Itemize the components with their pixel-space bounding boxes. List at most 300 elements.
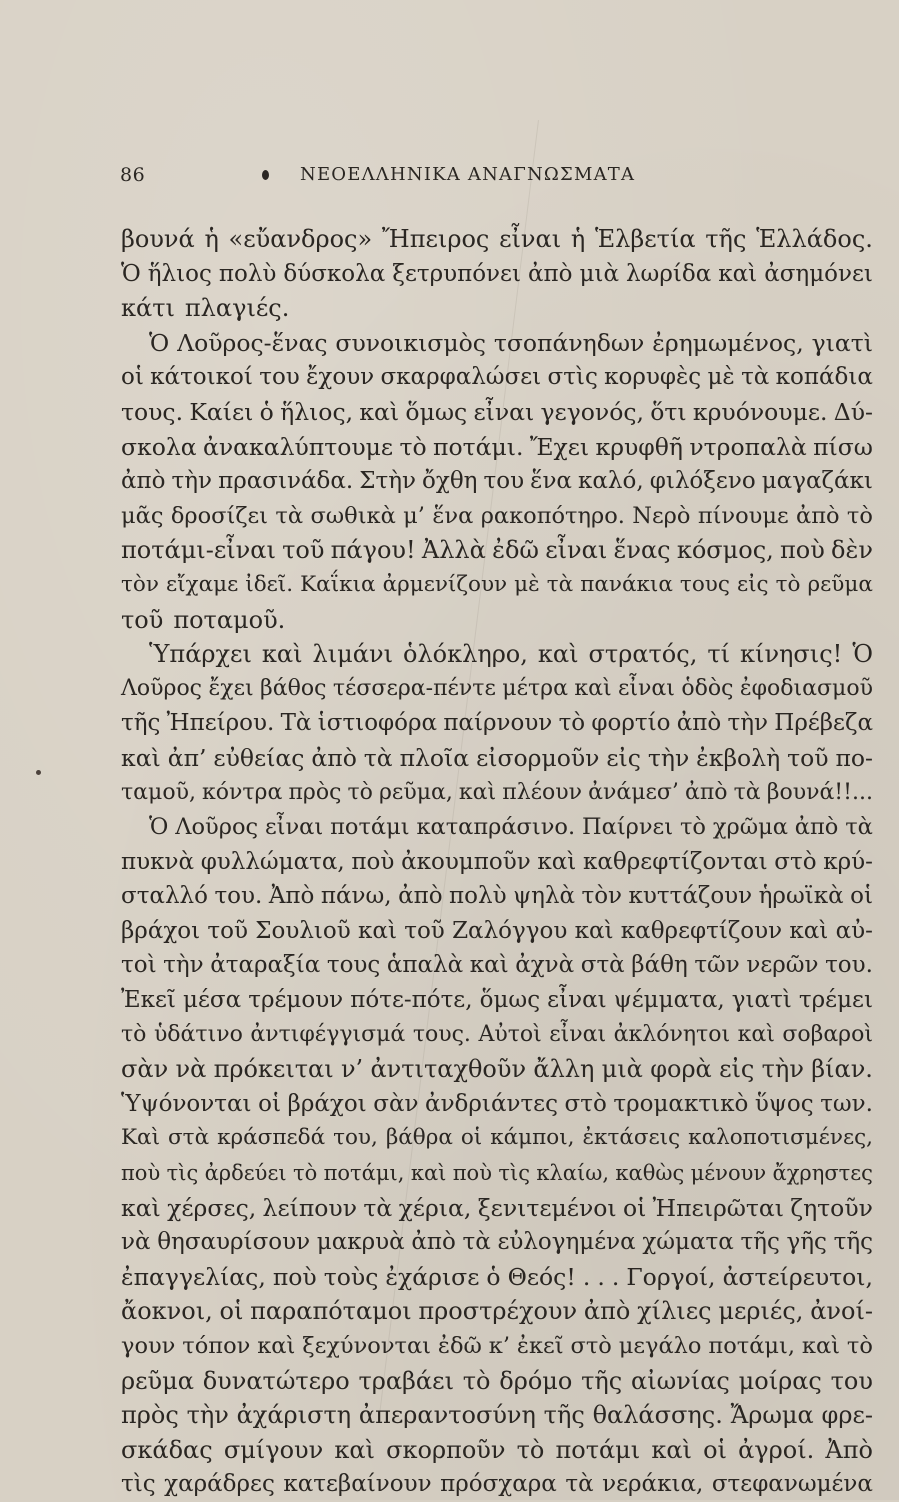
word: στὰ: [168, 1125, 210, 1151]
word: ἥλιος,: [280, 397, 354, 426]
word: ἄχρηστες: [772, 1161, 873, 1186]
word: ἀπὸ: [676, 710, 722, 737]
word: οἱ: [121, 364, 144, 391]
word: γιατὶ: [731, 987, 792, 1014]
word: Ὑπάρχει: [149, 640, 252, 669]
word: τοῦ: [121, 605, 164, 634]
word: καθρεφτίζουν: [620, 917, 783, 944]
word: Ἑλλάδος.: [756, 225, 873, 253]
word: Ἑλβετία: [594, 225, 696, 253]
word: ἀντιφέγγισμά: [250, 1021, 406, 1047]
word: νεράκια,: [602, 1471, 704, 1498]
word: κυττάζουν: [628, 883, 753, 910]
word: ἕνα: [530, 468, 572, 495]
text-line: [121, 914, 873, 949]
word: Ἤπειρος: [381, 225, 490, 253]
word: ἀχνὰ: [515, 952, 575, 979]
word: πολὺ: [218, 260, 277, 287]
word: Ἀπὸ: [825, 1435, 873, 1464]
word: τους.: [121, 397, 184, 426]
word: ἀνδριάντες: [425, 1090, 558, 1117]
word: τοῦ: [207, 917, 248, 944]
word: Παίρνει: [582, 814, 674, 841]
word: χέρσες,: [167, 1193, 257, 1222]
word: τὴν: [647, 743, 690, 772]
word: τσοπάνηδων: [493, 328, 645, 357]
word: κρυόνουμε.: [692, 397, 828, 426]
word: τὰ: [462, 1229, 491, 1256]
word: προστρέχουν: [418, 1297, 578, 1326]
word: πάνω,: [320, 883, 392, 910]
word: τῆς: [121, 710, 161, 737]
word: φιλόξενο: [649, 468, 756, 495]
word: Ζαλόγγου: [452, 917, 568, 944]
word: σωθικὰ: [310, 502, 396, 529]
word: στὸ: [564, 1090, 607, 1117]
word: ἐχάρισε: [385, 1262, 480, 1291]
word: του: [483, 468, 525, 495]
word: ρεῦμα: [121, 1366, 194, 1395]
word: καὶ: [574, 675, 612, 701]
word: του.: [825, 952, 873, 979]
word: μᾶς: [121, 502, 164, 529]
word: .: [582, 1262, 591, 1291]
word: ὁ: [486, 1262, 501, 1291]
word: Ἄρωμα: [730, 1401, 814, 1430]
word: καταπράσινο.: [416, 814, 576, 841]
word: πρόσχαρα: [440, 1471, 557, 1498]
word: τοῦ: [787, 743, 829, 772]
word: ἰδεῖ.: [245, 571, 294, 597]
word: μακρυὰ: [316, 1229, 405, 1256]
word: του,: [333, 1125, 378, 1151]
word: συνοικισμὸς: [335, 328, 486, 357]
text-line: [121, 948, 873, 983]
word: ὁ: [259, 397, 274, 426]
word: Λοῦρος: [175, 814, 259, 841]
word: θησαυρίσουν: [157, 1229, 311, 1256]
word: νὰ: [175, 1055, 207, 1084]
word: ἀκλόνητοι: [613, 1021, 731, 1047]
word: εἰσορμοῦν: [476, 743, 600, 772]
word: βουνά: [121, 225, 195, 253]
word: οἱ: [258, 1090, 281, 1117]
word: ἔχουν: [306, 364, 375, 391]
word: Πρέβεζα: [774, 710, 873, 737]
word: πίσω: [813, 432, 873, 461]
text-line: [121, 706, 873, 741]
word: Ὑψόνονται: [121, 1090, 252, 1117]
word: ἀστείρευτοι,: [722, 1262, 873, 1291]
word: παίρνουν: [443, 710, 553, 737]
word: .: [611, 1262, 620, 1291]
word: ψηλὰ: [513, 883, 575, 910]
text-line: [121, 1191, 873, 1226]
word: εἰς: [606, 743, 641, 772]
word: ἀντιταχθοῦν: [370, 1055, 527, 1084]
word: ἀπὸ: [684, 779, 728, 805]
word: γουν: [121, 1333, 176, 1359]
word: τὶς: [498, 1161, 530, 1186]
word: λωρίδα: [625, 260, 712, 287]
word: ποὺ: [779, 536, 825, 565]
word: τῶν: [694, 952, 740, 979]
word: ἡ: [204, 225, 219, 253]
word: κόσμος,: [676, 536, 774, 565]
word: θαλάσσης.: [592, 1401, 723, 1430]
word: Ἔχει: [529, 432, 590, 461]
text-line: [121, 810, 873, 845]
word: αὐ-: [835, 917, 873, 944]
word: βουνά!!...: [766, 779, 873, 805]
word: ποὺ: [452, 1161, 492, 1186]
word: πρόκειται: [213, 1055, 334, 1084]
word: σκαρφαλώσει: [380, 364, 542, 391]
word: μέτρα: [502, 675, 568, 701]
word: καὶ: [121, 1193, 161, 1222]
word: ποτάμι: [555, 1435, 641, 1464]
word: καὶ: [358, 917, 397, 944]
word: βίαν.: [811, 1055, 873, 1084]
word: ξενιτεμένοι: [477, 1193, 617, 1222]
word: ἕνας: [613, 536, 671, 565]
running-title: ΝΕΟΕΛΛΗΝΙΚΑ ΑΝΑΓΝΩΣΜΑΤΑ: [300, 164, 636, 185]
text-line: [121, 1398, 873, 1433]
word: γῆς: [786, 1229, 827, 1256]
word: ἐκβολὴ: [696, 743, 781, 772]
text-line: [121, 1329, 873, 1364]
text-line: [121, 1294, 873, 1329]
word: παραπόταμοι: [250, 1297, 412, 1326]
word: καὶ: [537, 640, 579, 669]
word: μεριές,: [718, 1297, 804, 1326]
word: στεφανωμένα: [711, 1471, 873, 1498]
word: Γοργοί,: [626, 1262, 716, 1291]
word: λιμάνι: [312, 640, 393, 669]
word: Αὐτοὶ: [478, 1021, 542, 1047]
word: ἔχει: [208, 675, 254, 701]
text-line: [121, 326, 873, 361]
word: εἴχαμε: [165, 571, 239, 597]
word: βάθος: [260, 675, 327, 701]
word: καὶ: [789, 917, 829, 944]
text-line: [121, 257, 873, 292]
word: πυκνὰ: [121, 848, 194, 875]
word: πο-: [835, 743, 873, 772]
word: Ὁ: [149, 328, 170, 357]
word: πρὸς: [121, 1401, 179, 1430]
word: πίνουμε: [697, 502, 789, 529]
word: τὴν: [171, 468, 213, 495]
word: τρέμουν: [248, 987, 344, 1014]
word: τοὺς: [323, 1262, 379, 1291]
word: κ’: [488, 1333, 510, 1359]
word: ἀνοί-: [810, 1297, 873, 1326]
word: τοῦ: [282, 536, 325, 565]
word: κρύ-: [823, 848, 873, 875]
word: τὴν: [761, 1055, 804, 1084]
word: ν’: [340, 1055, 364, 1084]
word: ἀνακαλύπτουμε: [203, 432, 394, 461]
text-line: [121, 1225, 873, 1260]
word: ἀπ’: [167, 743, 207, 772]
word: τὰ: [546, 571, 574, 597]
word: μέσα: [183, 987, 242, 1014]
word: των.: [820, 1090, 873, 1117]
word: οἱ: [703, 1435, 727, 1464]
word: εἶναι: [499, 225, 562, 253]
word: τὰ: [565, 1471, 594, 1498]
word: τρέμει: [798, 987, 873, 1014]
word: ἐκτάσεις: [582, 1125, 681, 1151]
word: Ἐκεῖ: [121, 987, 176, 1014]
word: καὶ: [718, 260, 758, 287]
word: Στὴν: [359, 468, 416, 495]
word: ποτάμι-εἶναι: [121, 536, 276, 565]
word: Νερὸ: [632, 502, 691, 529]
word: ἀπὸ: [583, 1297, 631, 1326]
word: εἶναι: [265, 814, 324, 841]
text-line: [121, 360, 873, 395]
word: ξετρυπόνει: [392, 260, 521, 287]
word: ἀπὸ: [411, 1229, 456, 1256]
word: βράχοι: [287, 1090, 367, 1117]
word: φρε-: [821, 1401, 873, 1430]
text-line: [121, 776, 873, 811]
word: τὸν: [121, 571, 159, 597]
word: πλαγιές.: [184, 294, 290, 323]
word: γιατὶ: [811, 328, 873, 357]
word: ποταμοῦ.: [173, 605, 286, 634]
word: ἀγροί.: [738, 1435, 815, 1464]
word: καλό,: [578, 468, 644, 495]
word: σκορποῦν: [386, 1435, 506, 1464]
word: καθρεφτίζονται: [583, 848, 768, 875]
text-line: [121, 879, 873, 914]
word: τῆς: [543, 1401, 585, 1430]
word: ὅμως: [479, 987, 541, 1014]
word: εἰς: [736, 571, 769, 597]
text-line: [121, 672, 873, 707]
word: καὶ: [261, 640, 303, 669]
word: μαγαζάκι: [761, 468, 873, 495]
word: Καὶ: [121, 1125, 161, 1151]
word: τρομακτικὸ: [613, 1090, 749, 1117]
word: ἐπαγγελίας,: [121, 1262, 266, 1291]
word: καὶ: [121, 743, 161, 772]
text-line: [121, 1121, 873, 1156]
word: τὸ: [462, 1366, 491, 1395]
word: νὰ: [121, 1229, 151, 1256]
word: ὅτι: [650, 397, 687, 426]
word: καὶ: [469, 952, 509, 979]
word: ἡρωϊκὰ: [758, 883, 844, 910]
word: πανάκια: [580, 571, 673, 597]
word: οἱ: [850, 883, 873, 910]
word: πλέουν: [502, 779, 583, 805]
word: ἀκουμποῦν: [401, 848, 531, 875]
word: ἀταραξία: [210, 952, 321, 979]
word: τί: [707, 640, 731, 669]
word: τοῦ: [404, 917, 445, 944]
word: χώματα: [642, 1229, 734, 1256]
word: ὅμως: [405, 397, 468, 426]
word: ποτάμι.: [433, 432, 524, 461]
text-line: [121, 291, 873, 326]
word: μὲ: [707, 364, 735, 391]
word: στὸ: [570, 1333, 612, 1359]
word: δύσκολα: [283, 260, 386, 287]
word: ἕνα: [432, 502, 474, 529]
word: Ὁ: [149, 814, 169, 841]
word: Τὰ: [280, 710, 312, 737]
word: ποτάμι,: [708, 1333, 795, 1359]
word: καὶ: [737, 1021, 775, 1047]
word: τὰ: [845, 814, 873, 841]
word: οἱ: [622, 1193, 647, 1222]
word: εἶναι: [618, 675, 675, 701]
word: τὴν: [163, 952, 204, 979]
word: τὶς: [166, 1161, 199, 1186]
word: κάτοικοί: [150, 364, 253, 391]
word: τὸ: [292, 1161, 318, 1186]
text-line: [121, 845, 873, 880]
word: μεγάλο: [618, 1333, 702, 1359]
text-line: [121, 533, 873, 568]
word: εἶναι: [473, 397, 535, 426]
word: ζητοῦν: [790, 1193, 873, 1222]
word: κράσπεδά: [217, 1125, 326, 1151]
word: τὰ: [741, 364, 770, 391]
word: τὰ: [733, 779, 761, 805]
word: χέρια,: [398, 1193, 472, 1222]
text-line: [121, 430, 873, 465]
word: «εὔανδρος»: [228, 225, 373, 253]
margin-ink-spot: [36, 770, 41, 775]
text-line: [121, 395, 873, 430]
word: ἥλιος: [147, 260, 212, 287]
word: μιὰ: [601, 1055, 643, 1084]
word: στὰ: [580, 952, 625, 979]
word: κλαίω,: [536, 1161, 610, 1186]
word: τέσσερα-πέντε: [332, 675, 496, 701]
word: σὰν: [373, 1090, 419, 1117]
word: Ἠπείρου.: [166, 710, 275, 737]
word: χαράδρες: [164, 1471, 275, 1498]
word: εἶναι: [545, 536, 608, 565]
word: βράχοι: [121, 917, 201, 944]
word: μὲ: [514, 571, 540, 597]
word: τὸ: [516, 1435, 545, 1464]
word: σταλλό: [121, 883, 208, 910]
word: καλοποτισμένες,: [688, 1125, 873, 1151]
word: ἐρημωμένος,: [652, 328, 804, 357]
word: .: [597, 1262, 605, 1291]
text-line: [121, 1156, 873, 1191]
word: ἀνάμεσ’: [588, 779, 679, 805]
word: κατεβαίνουν: [283, 1471, 432, 1498]
word: ἐφοδιασμοῦ: [739, 675, 873, 701]
word: δὲν: [831, 536, 873, 565]
word: κορυφὲς: [604, 364, 702, 391]
text-line: [121, 603, 873, 638]
word: ποὺ: [272, 1262, 317, 1291]
word: ὑδάτινο: [153, 1021, 243, 1047]
word: ἀσημόνει: [764, 260, 873, 287]
word: Καίει: [189, 397, 254, 426]
word: τὸ: [846, 1333, 873, 1359]
word: ἀχάριστη: [236, 1401, 352, 1430]
word: κρυφθῆ: [595, 432, 683, 461]
word: τραβάει: [358, 1366, 454, 1395]
word: τους: [326, 952, 381, 979]
word: του: [259, 364, 300, 391]
word: τὰ: [363, 1193, 393, 1222]
word: ἁπαλὰ: [386, 952, 464, 979]
word: κόντρα: [202, 779, 283, 805]
word: στρατός,: [588, 640, 698, 669]
word: καὶ: [458, 779, 497, 805]
word: Ἠπειρῶται: [652, 1193, 785, 1222]
word: ἀρμενίζουν: [382, 571, 508, 597]
word: ἄλλη: [533, 1055, 595, 1084]
word: καὶ: [801, 1333, 840, 1359]
word: πλοῖα: [399, 743, 470, 772]
word: τὸν: [581, 883, 623, 910]
text-line: [121, 983, 873, 1018]
word: τόπον: [182, 1333, 251, 1359]
word: καὶ: [537, 848, 577, 875]
text-line: [121, 1364, 873, 1399]
text-line: [121, 1433, 873, 1468]
word: Λοῦρος-ἕνας: [177, 328, 328, 357]
word: ὕψος: [754, 1090, 814, 1117]
word: φορὰ: [650, 1055, 712, 1084]
word: νερῶν: [746, 952, 819, 979]
word: Θεός!: [507, 1262, 576, 1291]
word: καὶ: [359, 397, 400, 426]
word: ποτάμι,: [323, 1161, 405, 1186]
word: κάμποι,: [490, 1125, 575, 1151]
word: ἐκεῖ: [516, 1333, 564, 1359]
word: ποτάμι: [330, 814, 410, 841]
text-line: [121, 464, 873, 499]
word: τὸ: [679, 814, 706, 841]
word: ἐδῶ: [492, 536, 539, 565]
word: ρεῦμα: [807, 571, 873, 597]
word: φορτίο: [591, 710, 671, 737]
word: ντροπαλὰ: [689, 432, 807, 461]
word: ἀρδεύει: [204, 1161, 287, 1186]
word: ἀπεραντοσύνη: [358, 1401, 536, 1430]
word: Ὁ: [852, 640, 873, 669]
word: τὸ: [399, 432, 427, 461]
word: καὶ: [651, 1435, 692, 1464]
word: οἱ: [219, 1297, 244, 1326]
word: εἰς: [719, 1055, 755, 1084]
word: τὸ: [121, 1021, 147, 1047]
word: μοίρας: [738, 1366, 822, 1395]
word: πάγου!: [330, 536, 416, 565]
word: ὄχθη: [422, 468, 478, 495]
text-line: [121, 1467, 873, 1502]
word: καὶ: [334, 1435, 375, 1464]
word: μένουν: [690, 1161, 767, 1186]
text-line: [121, 499, 873, 534]
word: βάθρα: [385, 1125, 453, 1151]
word: τὸ: [775, 571, 801, 597]
word: τὸ: [347, 779, 373, 805]
